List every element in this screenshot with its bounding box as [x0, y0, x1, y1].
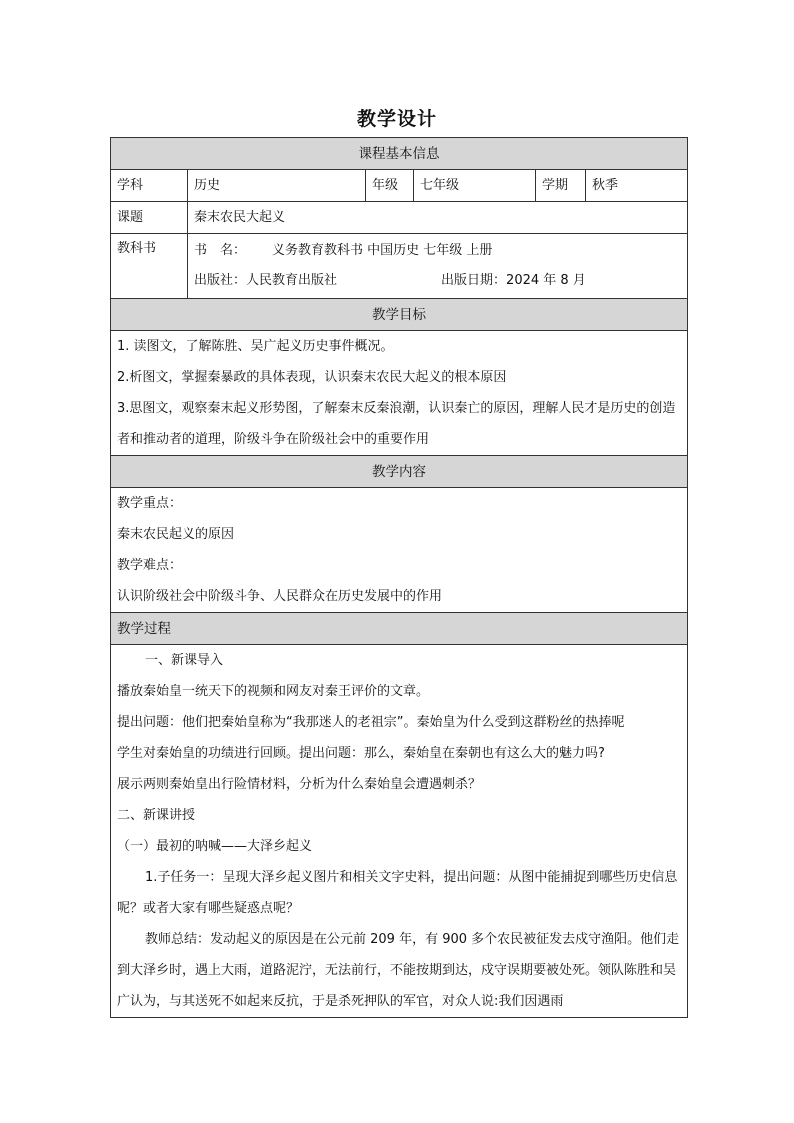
difficulty-label: 教学难点：	[117, 558, 183, 573]
textbook-info	[188, 234, 688, 299]
process-line: 提出问题：他们把秦始皇称为“我那迷人的老祖宗”。秦始皇为什么受到这群粉丝的热捧呢	[117, 715, 625, 730]
process-body	[111, 645, 688, 1018]
term-value: 秋季	[586, 170, 688, 202]
section-header-process: 教学过程	[111, 613, 688, 645]
subject-value: 历史	[188, 170, 366, 202]
subject-label: 学科	[111, 170, 188, 202]
lesson-plan-table	[110, 137, 688, 1018]
process-line: 1.子任务一：呈现大泽乡起义图片和相关文字史料，提出问题：从图中能捕捉到哪些历史信息呢？或者大家有哪些疑惑点呢？	[117, 870, 678, 916]
objective-item: 2.析图文，掌握秦暴政的具体表现，认识秦末农民大起义的根本原因	[117, 370, 507, 385]
process-line: 一、新课导入	[145, 653, 224, 668]
section-header-content: 教学内容	[111, 456, 688, 488]
pubdate-label: 出版日期：	[441, 273, 507, 288]
textbook-label: 教科书	[111, 234, 188, 299]
grade-label: 年级	[366, 170, 414, 202]
difficulty-text: 认识阶级社会中阶级斗争、人民群众在历史发展中的作用	[117, 589, 443, 604]
book-name-label: 书 名：	[194, 243, 247, 258]
grade-value: 七年级	[414, 170, 536, 202]
publisher-value: 人民教育出版社	[246, 273, 338, 288]
process-line: （一）最初的呐喊——大泽乡起义	[117, 839, 313, 854]
book-name-value: 义务教育教科书 中国历史 七年级 上册	[272, 243, 493, 258]
key-point-label: 教学重点：	[117, 496, 183, 511]
process-line: 教师总结：发动起义的原因是在公元前 209 年，有 900 多个农民被征发去戍守渔阳。他们走到大泽乡时，遇上大雨，道路泥泞，无法前行，不能按期到达，戍守误期要被处死。领队陈胜和吴广认为，与其送死不如起来反抗，于是杀死押队的军官，对众人说:我们因遇雨	[117, 932, 680, 1009]
book-name-line	[194, 236, 681, 266]
process-line: 二、新课讲授	[117, 808, 196, 823]
term-label: 学期	[536, 170, 586, 202]
key-point-text: 秦末农民起义的原因	[117, 527, 235, 542]
objective-item: 3.思图文，观察秦末起义形势图，了解秦末反秦浪潮，认识秦亡的原因，理解人民才是历史的创造者和推动者的道理，阶级斗争在阶级社会中的重要作用	[117, 401, 676, 447]
publisher-label: 出版社：	[194, 273, 247, 288]
objective-item: 1. 读图文，了解陈胜、吴广起义历史事件概况。	[117, 339, 394, 354]
topic-value: 秦末农民大起义	[188, 202, 688, 234]
page-title: 教学设计	[356, 108, 437, 130]
pubdate-value: 2024 年 8 月	[506, 273, 586, 288]
publisher-line	[194, 266, 681, 296]
process-line: 播放秦始皇一统天下的视频和网友对秦王评价的文章。	[117, 684, 430, 699]
objectives-body	[111, 331, 688, 456]
section-header-basic-info: 课程基本信息	[111, 138, 688, 170]
topic-label: 课题	[111, 202, 188, 234]
process-line: 学生对秦始皇的功绩进行回顾。提出问题：那么，秦始皇在秦朝也有这么大的魅力吗?	[117, 746, 605, 761]
process-line: 展示两则秦始皇出行险情材料，分析为什么秦始皇会遭遇刺杀？	[117, 777, 482, 792]
content-body	[111, 488, 688, 613]
section-header-objectives: 教学目标	[111, 299, 688, 331]
